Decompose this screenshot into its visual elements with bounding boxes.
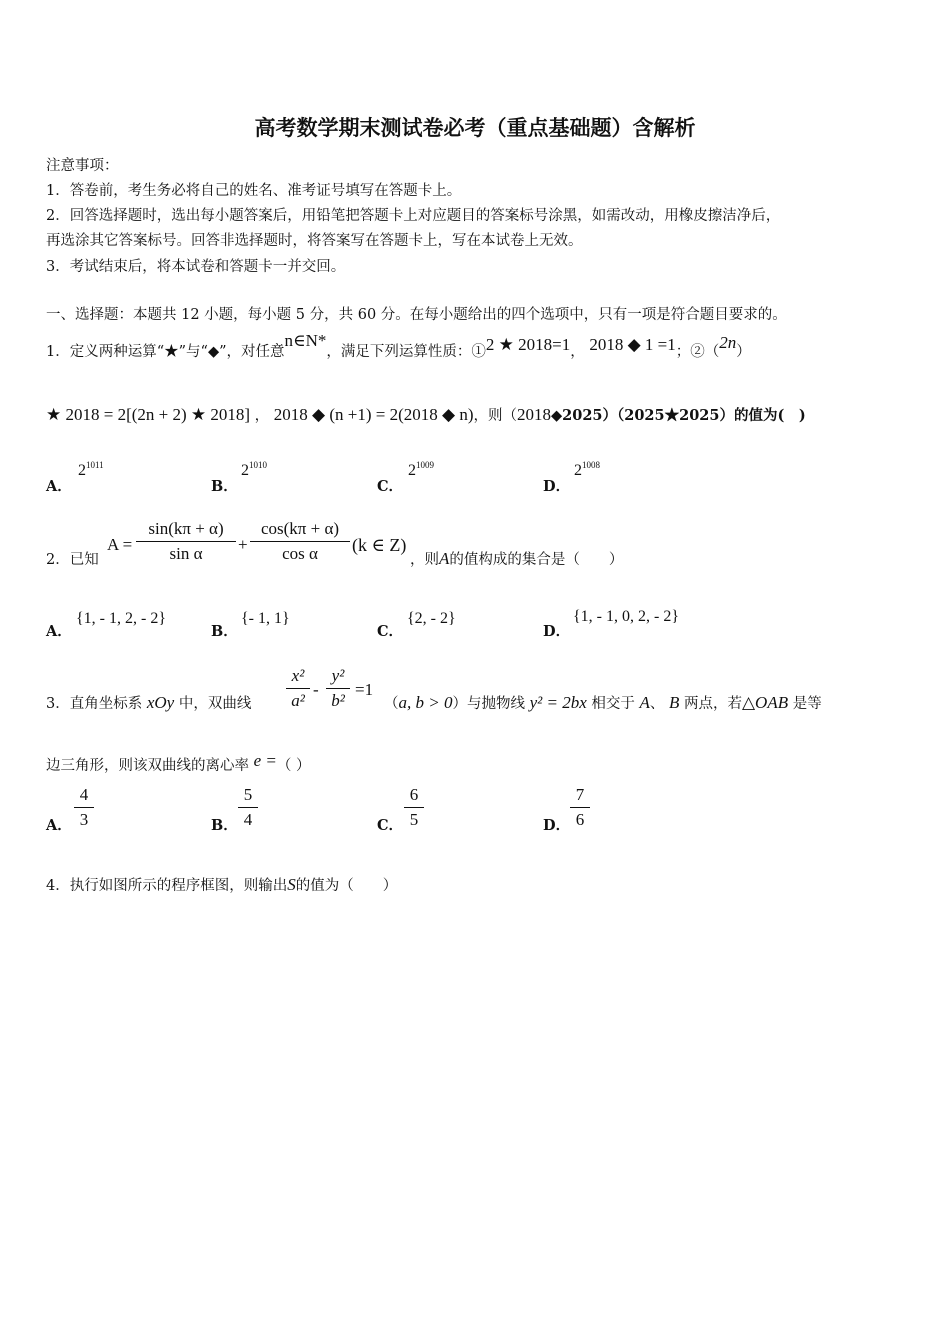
option-label: A． [46, 478, 72, 495]
question-2-prefix: 2．已知 [46, 552, 99, 568]
q1-text: ◆2025）（2025★2025）的值为( ) [551, 407, 806, 424]
option-value: 4 3 [74, 785, 94, 830]
option-label: D． [543, 623, 571, 640]
q1-text: ， [254, 408, 270, 424]
q1-math: 2n [719, 333, 737, 352]
section-heading: 一、选择题：本题共 12 小题，每小题 5 分，共 60 分。在每小题给出的四个选项中，只有一项是符合题目要求的。 [46, 307, 787, 323]
q1-text: 1．定义两种运算“★”与“◆”，对任意 [46, 344, 285, 360]
q1-text: ，则（ [473, 408, 517, 424]
notice-heading: 注意事项： [46, 158, 119, 174]
option-value: 7 6 [570, 785, 590, 830]
option-label: C． [377, 478, 404, 495]
q1-math: n∈N* [284, 331, 327, 350]
page-title: 高考数学期末测试卷必考（重点基础题）含解析 [254, 115, 696, 140]
option-label: C． [377, 623, 404, 640]
q3-equals: =1 [355, 680, 374, 699]
notice-item: 2．回答选择题时，选出每小题答案后，用铅笔把答题卡上对应题目的答案标号涂黑，如需改动，用橡皮擦洁净后， [46, 208, 781, 224]
notice-item: 再选涂其它答案标号。回答非选择题时，将答案写在答题卡上，写在本试卷上无效。 [46, 233, 583, 249]
question-1-line-1 [46, 331, 751, 361]
option-label: B． [211, 623, 238, 640]
q2-fraction-cos: cos(kπ + α) cos α [250, 519, 350, 564]
q1-math: ★ 2018 = 2[(2n + 2) ★ 2018] [46, 405, 251, 424]
q1-text: ， [570, 344, 585, 360]
question-3-line-2: 边三角形，则该双曲线的离心率 e =（ ） [46, 751, 311, 774]
q3-minus: - [313, 680, 319, 699]
option-label: B． [211, 817, 238, 834]
q3-fraction-x: x² a² [286, 666, 310, 711]
option-value: $2^{1009}$ [408, 460, 434, 479]
option-value: {1, - 1, 2, - 2} [76, 610, 167, 627]
q1-math: 2018 [517, 405, 551, 424]
q2-fraction-sin: sin(kπ + α) sin α [136, 519, 236, 564]
option-label: A． [46, 817, 72, 834]
q3-fraction-y: y² b² [326, 666, 350, 711]
q1-math: 2018 ◆ (n +1) = 2(2018 ◆ n) [273, 405, 474, 424]
option-value: {1, - 1, 0, 2, - 2} [573, 608, 680, 625]
option-value: $2^{1008}$ [574, 460, 600, 479]
option-value: $2^{1010}$ [241, 460, 267, 479]
question-1-line-2 [46, 404, 806, 425]
q2-plus: + [238, 535, 248, 554]
option-label: A． [46, 623, 72, 640]
option-value: $2^{1011}$ [78, 460, 104, 479]
q1-text: ） [736, 344, 751, 360]
option-label: B． [211, 478, 238, 495]
option-value: 6 5 [404, 785, 424, 830]
q1-math: 2018 ◆ 1 =1 [589, 335, 676, 354]
q1-math: 2 ★ 2018=1 [485, 335, 571, 354]
q1-text: ；②（ [675, 344, 720, 360]
option-value: {2, - 2} [407, 610, 456, 627]
notice-item: 1．答卷前，考生务必将自己的姓名、准考证号填写在答题卡上。 [46, 183, 462, 199]
option-label: D． [543, 817, 571, 834]
question-2-suffix: ，则A的值构成的集合是（ ） [410, 549, 624, 568]
notice-item: 3．考试结束后，将本试卷和答题卡一并交回。 [46, 259, 346, 275]
q2-condition: (k ∈ Z) [352, 535, 407, 555]
option-label: C． [377, 817, 404, 834]
option-label: D． [543, 478, 571, 495]
q1-text: ，满足下列运算性质：① [326, 344, 486, 360]
question-3-suffix: （a, b > 0）与抛物线 y² = 2bx 相交于 A、 B 两点，若△OAB 是等 [384, 693, 822, 712]
question-4: 4．执行如图所示的程序框图，则输出S的值为（ ） [46, 875, 398, 894]
q2-lhs: A = [107, 535, 133, 554]
question-3-prefix: 3．直角坐标系 xOy 中，双曲线 [46, 693, 252, 712]
option-value: 5 4 [238, 785, 258, 830]
option-value: {- 1, 1} [241, 610, 290, 627]
